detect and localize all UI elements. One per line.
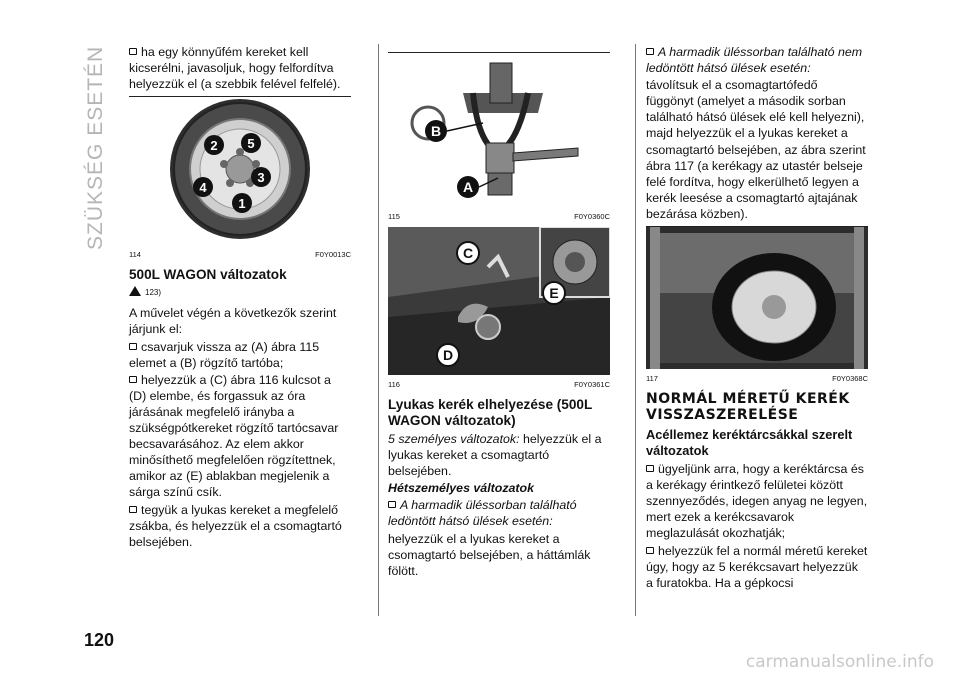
bullet-item: ügyeljünk arra, hogy a keréktárcsa és a kerékagy érintkező felületei között szennyeződés, idegen anyag ne legyen, mert ezek a kerékcsavarok meglazulását okozhatják; [646, 462, 868, 541]
square-bullet-icon [646, 465, 654, 472]
section-heading: NORMÁL MÉRETŰ KERÉK VISSZASZERELÉSE [646, 391, 850, 424]
figure-code: F0Y0360C [574, 212, 610, 221]
square-bullet-icon [129, 506, 137, 513]
figure-number: 115 [388, 212, 400, 221]
square-bullet-icon [646, 48, 654, 55]
bolt-label: 1 [238, 196, 246, 212]
square-bullet-icon [388, 501, 396, 508]
bullet-item: A harmadik üléssorban található nem ledöntött hátsó ülések esetén: [646, 45, 863, 76]
figure-code: F0Y0361C [574, 380, 610, 389]
section-heading: Lyukas kerék elhelyezése (500L WAGON változatok) [388, 397, 593, 428]
bolt-label: 3 [257, 170, 265, 186]
warning-reference: 123) [129, 285, 351, 301]
column-divider [635, 44, 636, 616]
figure-caption [388, 209, 610, 221]
subheading: Acéllemez keréktárcsákkal szerelt változatok [646, 427, 853, 459]
figure-117 [646, 226, 868, 369]
column-divider [378, 44, 379, 616]
square-bullet-icon [129, 376, 137, 383]
wheel-bolts-illustration [129, 97, 351, 245]
bullet-item: tegyük a lyukas kereket a megfelelő zsákba, és helyezzük el a csomagtartó belsejében. [129, 502, 342, 549]
bullet-item: csavarjuk vissza az (A) ábra 115 elemet a (B) rögzítő tartóba; [129, 339, 320, 370]
trunk-floor-key-illustration [388, 227, 610, 375]
side-section-title: SZÜKSÉG ESETÉN [84, 45, 107, 250]
square-bullet-icon [646, 547, 654, 554]
callout-label: D [442, 347, 454, 363]
figure-116 [388, 227, 610, 375]
callout-label: B [430, 123, 442, 139]
watermark: carmanualsonline.info [745, 652, 934, 672]
square-bullet-icon [129, 48, 137, 55]
warning-triangle-icon [129, 286, 141, 296]
bullet-item: helyezzük fel a normál méretű kereket úgy, hogy az 5 kerékcsavart helyezzük a furatokba. Ha a gépkocsi [646, 543, 868, 590]
bullet-item: A harmadik üléssorban található ledöntött hátsó ülések esetén: [388, 498, 577, 529]
paragraph: helyezzük el a lyukas kereket a csomagtartó belsejében, a háttámlák fölött. [388, 531, 591, 578]
figure-114 [129, 96, 351, 245]
bullet-item: helyezzük a (C) ábra 116 kulcsot a (D) elembe, és forgassuk az óra járásának megfelelő irányba a szükségpótkereket rögzítő tartócsavar becsavarásához. Az elem akkor minősíthető megfelelően rögzítettnek, amikor az (E) ablakban megjelenik a sárga színű csík. [129, 372, 339, 500]
page-number: 120 [84, 630, 115, 650]
wheel-in-trunk-illustration [646, 227, 868, 369]
paragraph: 5 személyes változatok: helyezzük el a lyukas kereket a csomagtartó belsejében. [388, 432, 602, 479]
bolt-label: 2 [210, 138, 218, 154]
section-heading: 500L WAGON változatok [129, 267, 287, 283]
figure-caption [129, 247, 351, 259]
paragraph: A művelet végén a következők szerint járjunk el: [129, 306, 337, 337]
column-1 [129, 44, 351, 551]
column-2 [388, 52, 610, 580]
figure-code: F0Y0368C [832, 374, 868, 384]
callout-label: A [462, 179, 474, 195]
bolt-label: 4 [199, 180, 207, 196]
figure-number: 117 [646, 374, 658, 384]
figure-code: F0Y0013C [315, 250, 351, 260]
spare-wheel-holder-illustration [388, 53, 610, 207]
callout-label: E [549, 285, 559, 301]
column-3 [646, 44, 868, 592]
figure-caption [388, 377, 610, 389]
figure-115 [388, 52, 610, 207]
subheading: Hétszemélyes változatok [388, 481, 535, 496]
square-bullet-icon [129, 343, 137, 350]
figure-number: 114 [129, 250, 141, 260]
bolt-label: 5 [247, 136, 255, 152]
paragraph: távolítsuk el a csomagtartófedő függönyt (amelyet a második sorban található hátsó ülések elé kell helyezni), majd helyezzük el a lyukas kereket a csomagtartó belsejében, az ábra szerint ábra 117 (a kerékagy az utastér belseje felé fordítva, hogy elkerülhető legyen a kerék leesése a csomagtartó ajtajának bezárása közben). [646, 78, 866, 221]
intro-paragraph: ha egy könnyűfém kereket kell kicserélni, javasoljuk, hogy felfordítva helyezzük el (a szebbik felével felfelé). [129, 45, 341, 92]
figure-caption [646, 371, 868, 383]
figure-number: 116 [388, 380, 400, 389]
callout-label: C [462, 245, 474, 261]
